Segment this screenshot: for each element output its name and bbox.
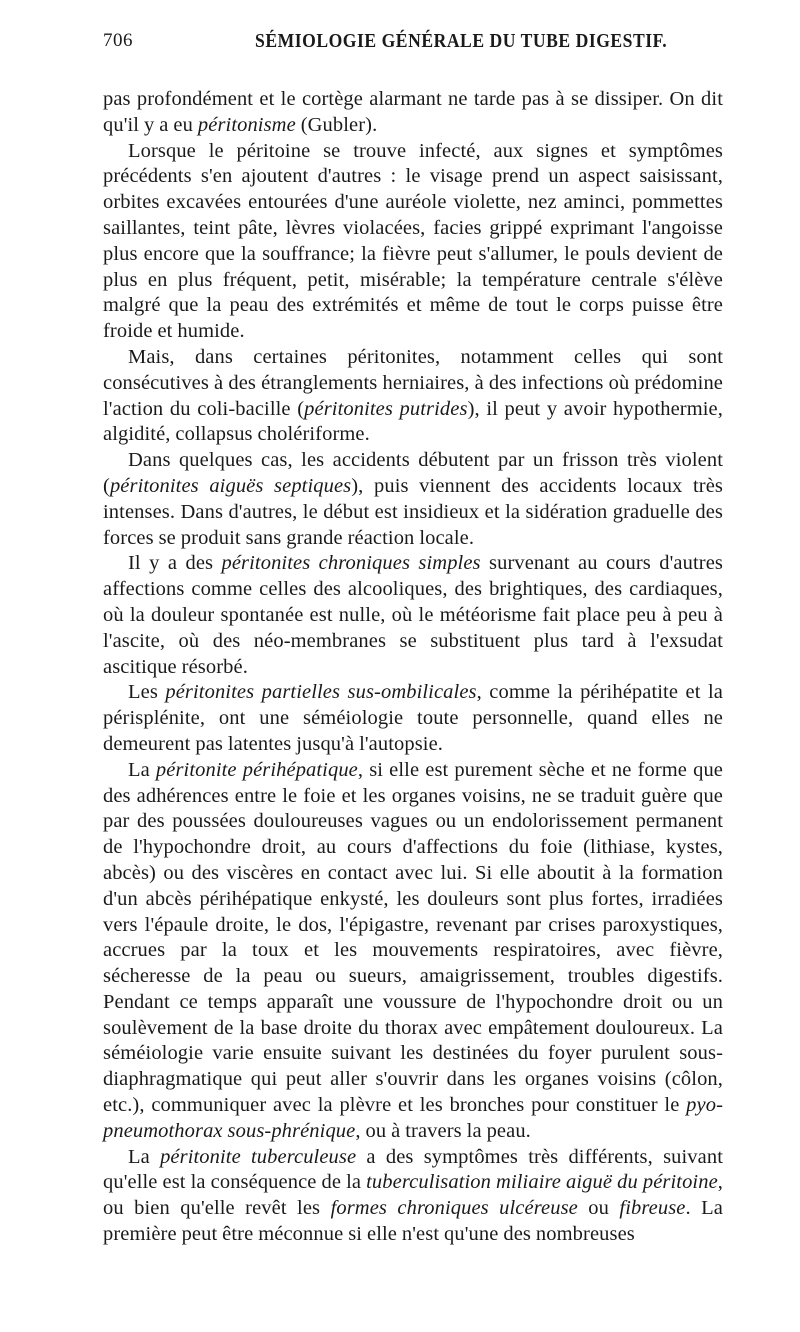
text-run: a des symptômes très différents, suivant qu'elle est la conséquence de la (103, 1145, 723, 1194)
paragraph (103, 680, 723, 757)
italic-term: formes chroniques ulcéreuse (330, 1197, 578, 1220)
text-run: , si elle est purement sèche et ne forme que des adhérences entre le foie et les organes voisins, ne se traduit guère que par des poussées douloureuses vagues ou un endolorissement permanent de l'hypochondre droit, au cours d'affections du foie (lithiase, kystes, abcès) ou des viscères en contact avec lui. Si elle aboutit à la formation d'un abcès périhépatique enkysté, les douleurs sont plus fortes, irradiées vers l'épaule droite, le dos, l'épigastre, revenant par crises paroxystiques, accrues par la toux et les mouvements respiratoires, avec fièvre, sécheresse de la peau ou sueurs, amaigrissement, troubles digestifs. Pendant ce temps apparaît une voussure de l'hypochondre droit ou un soulèvement de la base droite du thorax avec empâtement douloureux. La séméiologie varie ensuite suivant les destinées du foyer purulent sous-diaphragmatique qui peut aller s'ouvrir dans les organes voisins (côlon, etc.), communiquer avec la plèvre et les bronches pour constituer le (103, 758, 724, 1117)
text-run: La (128, 1145, 161, 1168)
text-run: Les (128, 681, 166, 704)
text-run: Dans quelques cas, les accidents débutent par un frisson très violent ( (103, 449, 723, 497)
italic-term: péritonisme (197, 113, 296, 136)
text-run: La (128, 758, 156, 781)
text-run: ou (577, 1197, 620, 1220)
text-run: . La première peut être méconnue si elle n'est qu'une des nombreuses (103, 1197, 723, 1246)
italic-term: pyo-pneumothorax sous-phrénique (103, 1094, 723, 1142)
italic-term: péritonites chroniques simples (221, 552, 481, 575)
text-run: Il y a des (128, 552, 222, 575)
italic-term: péritonites aiguës septiques (109, 474, 352, 497)
text-run: (Gubler). (295, 113, 378, 136)
paragraph (103, 345, 723, 448)
page-header (103, 30, 723, 54)
text-run: , comme la périhépatite et la périsplénite, ont une séméiologie toute personnelle, quand elles ne demeurent pas latentes jusqu'à l'autopsie. (103, 681, 723, 755)
paragraph (103, 139, 723, 345)
text-run: survenant au cours d'autres affections comme celles des alcooliques, des brightiques, des cardiaques, où la douleur spontanée est nulle, où le météorisme fait place peu à peu à l'ascite, où des néo-membranes se substituent plus tard à l'exsudat ascitique résorbé. (103, 552, 723, 678)
italic-term: fibreuse (619, 1197, 686, 1220)
italic-term: péritonites partielles sus-ombilicales (165, 681, 477, 704)
body-text (103, 87, 723, 1248)
text-run: Lorsque le péritoine se trouve infecté, aux signes et symptômes précédents s'en ajoutent d'autres : le visage prend un aspect saisissant, orbites excavées entourées d'une auréole violette, nez aminci, pommettes saillantes, teint pâte, lèvres violacées, facies grippé exprimant l'angoisse plus encore que la souffrance; la fièvre peut s'allumer, le pouls devient de plus en plus fréquent, petit, misérable; la température centrale s'élève malgré que la peau des extrémités et même de tout le corps puisse être froide et humide. (103, 139, 723, 343)
text-run: , ou bien qu'elle revêt les (103, 1171, 723, 1220)
text-run: , ou à travers la peau. (355, 1119, 531, 1142)
text-run: Mais, dans certaines péritonites, notamment celles qui sont consécutives à des étranglements herniaires, à des infections où prédomine l'action du coli-bacille ( (103, 345, 723, 420)
italic-term: tuberculisation miliaire aiguë du péritoine (366, 1171, 718, 1194)
paragraph (103, 448, 723, 551)
text-run: pas profondément et le cortège alarmant ne tarde pas à se dissiper. On dit qu'il y a eu (103, 88, 723, 136)
running-title: SÉMIOLOGIE GÉNÉRALE DU TUBE DIGESTIF. (255, 30, 668, 52)
page-number: 706 (103, 30, 133, 51)
paragraph (103, 551, 723, 680)
paragraph (103, 87, 723, 139)
text-run: ), il peut y avoir hypothermie, algidité, collapsus cholériforme. (103, 397, 723, 446)
paragraph (103, 758, 723, 1145)
text-run: ), puis viennent des accidents locaux très intenses. Dans d'autres, le début est insidieux et la sidération graduelle des forces se produit sans grande réaction locale. (103, 474, 724, 549)
italic-term: péritonite périhépatique (155, 758, 358, 781)
italic-term: péritonite tuberculeuse (160, 1145, 357, 1168)
paragraph (103, 1145, 723, 1248)
italic-term: péritonites putrides (304, 397, 468, 420)
